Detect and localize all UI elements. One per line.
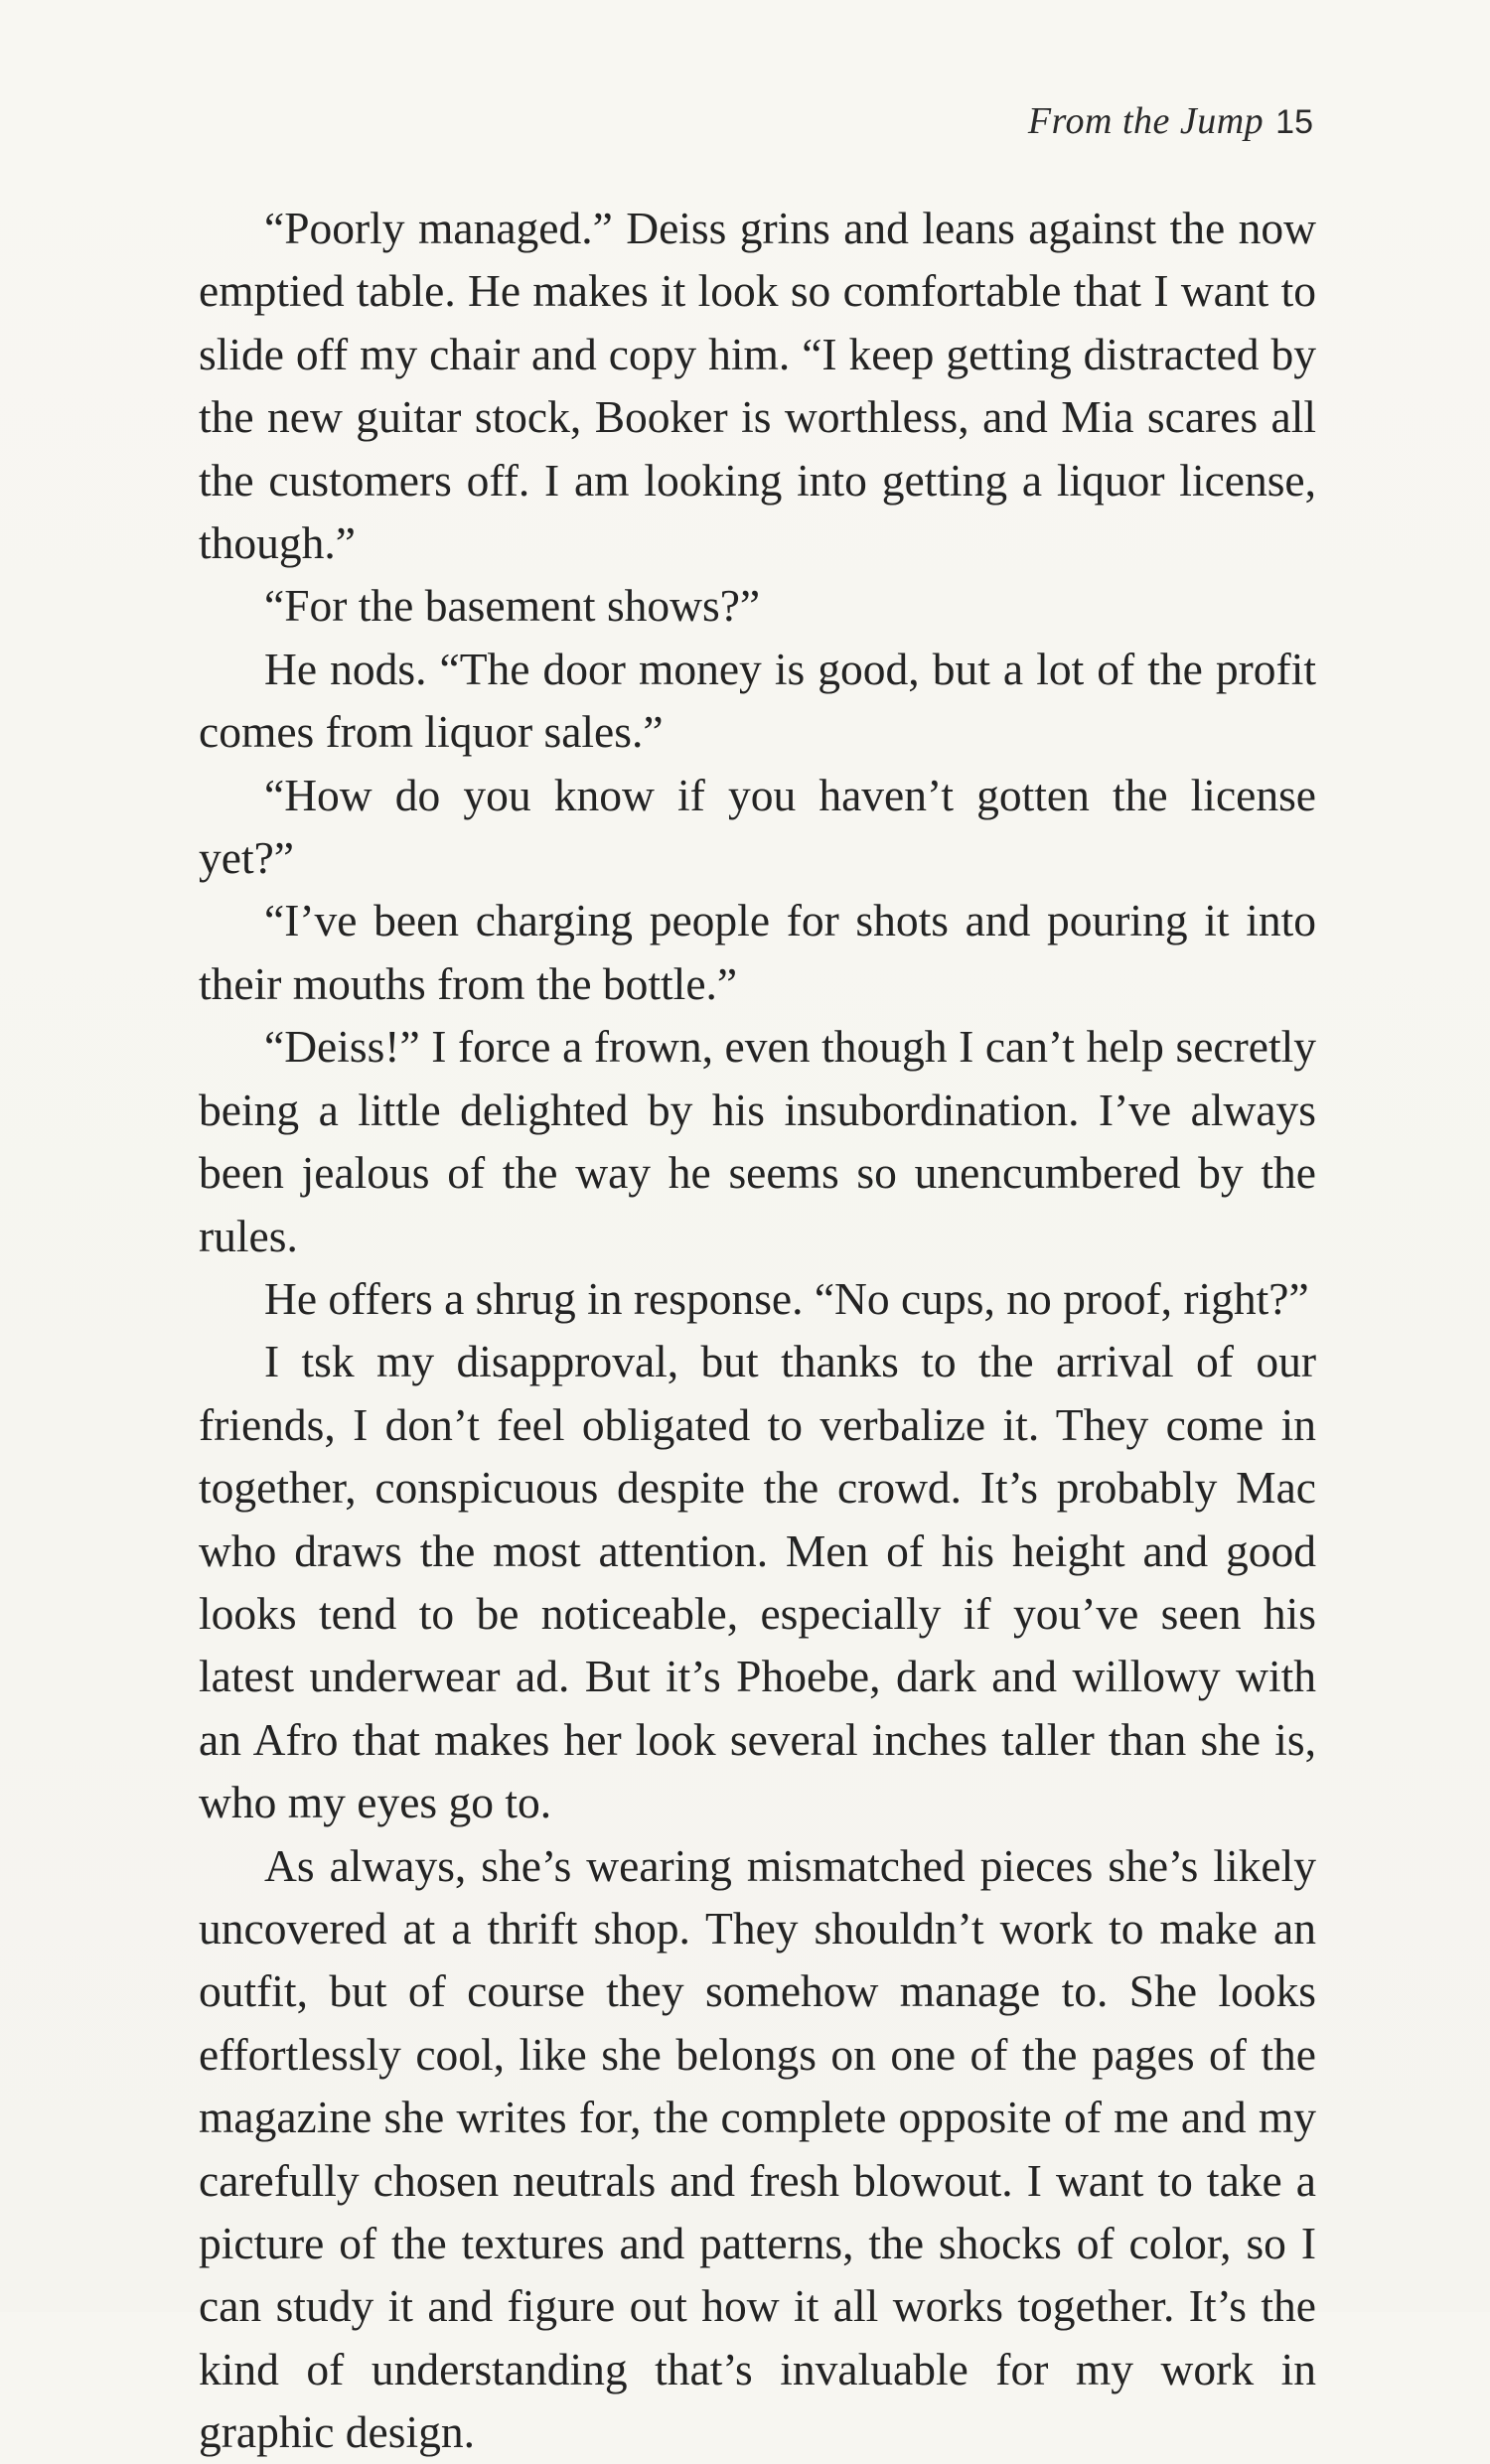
paragraph: “Poorly managed.” Deiss grins and leans against the now emptied table. He makes it look so comfortable that I want to slide off my chair and copy him. “I keep getting distracted by the new guitar stock, Booker is worthless, and Mia scares all the customers off. I am looking into getting a liquor license, though.” xyxy=(199,203,1316,569)
paragraph: He nods. “The door money is good, but a lot of the profit comes from liquor sales.” xyxy=(199,643,1316,758)
paragraph: “I’ve been charging people for shots and pouring it into their mouths from the bottle.” xyxy=(199,895,1316,1009)
paragraph: “How do you know if you haven’t gotten the license yet?” xyxy=(199,769,1316,884)
paragraph: I tsk my disapproval, but thanks to the arrival of our friends, I don’t feel obligated to verbalize it. They come in together, conspicuous despite the crowd. It’s probably Mac who draws the most attention. Men of his height and good looks tend to be noticeable, especially if you’ve seen his latest underwear ad. But it’s Phoebe, dark and willowy with an Afro that makes her look several inches taller than she is, who my eyes go to. xyxy=(199,1336,1316,1828)
running-head xyxy=(1028,99,1313,143)
running-title: From the Jump xyxy=(1027,100,1265,142)
body-text xyxy=(199,197,1316,2464)
paragraph: As always, she’s wearing mismatched pieces she’s likely uncovered at a thrift shop. They shouldn’t work to make an outfit, but of course they somehow manage to. She looks effortlessly cool, like she belongs on one of the pages of the magazine she writes for, the complete opposite of me and my carefully chosen neutrals and fresh blowout. I want to take a picture of the textures and patterns, the shocks of color, so I can study it and figure out how it all works together. It’s the kind of understanding that’s invaluable for my work in graphic design. xyxy=(199,1839,1316,2458)
paragraph: He offers a shrug in response. “No cups, no proof, right?” xyxy=(264,1272,1309,1324)
paragraph: “Deiss!” I force a frown, even though I can’t help secretly being a little delighted by his insubordination. I’ve always been jealous of the way he seems so unencumbered by the rules. xyxy=(199,1021,1316,1261)
page-number: 15 xyxy=(1275,103,1313,141)
paragraph: “For the basement shows?” xyxy=(264,580,761,632)
